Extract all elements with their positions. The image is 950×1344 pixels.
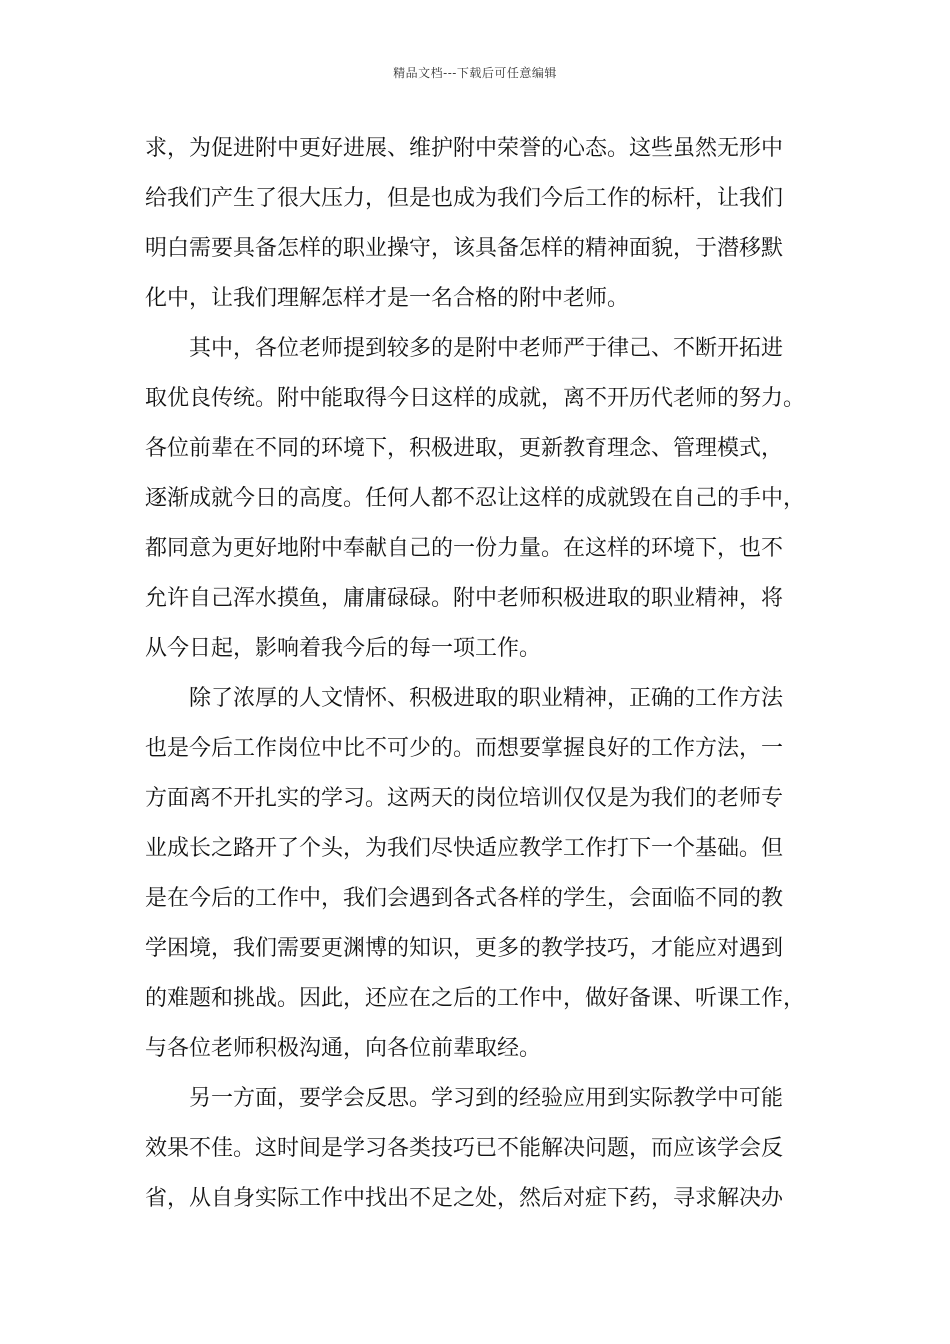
text-line: 允许自己浑水摸鱼，庸庸碌碌。附中老师积极进取的职业精神，将: [145, 586, 784, 611]
text-line: 也是今后工作岗位中比不可少的。而想要掌握良好的工作方法，一: [145, 736, 784, 761]
text-line: 的难题和挑战。因此，还应在之后的工作中，做好备课、听课工作，: [145, 986, 806, 1011]
text-line: 给我们产生了很大压力，但是也成为我们今后工作的标杆，让我们: [145, 186, 784, 211]
text-line: 各位前辈在不同的环境下，积极进取，更新教育理念、管理模式，: [145, 436, 784, 461]
text-line: 求，为促进附中更好进展、维护附中荣誉的心态。这些虽然无形中: [145, 136, 784, 161]
text-line: 效果不佳。这时间是学习各类技巧已不能解决问题，而应该学会反: [145, 1136, 784, 1161]
text-line: 另一方面，要学会反思。学习到的经验应用到实际教学中可能: [145, 1086, 784, 1111]
text-line: 其中，各位老师提到较多的是附中老师严于律己、不断开拓进: [145, 336, 784, 361]
page-header: 精品文档---下载后可任意编辑: [393, 66, 557, 80]
text-line: 省，从自身实际工作中找出不足之处，然后对症下药，寻求解决办: [145, 1186, 784, 1211]
text-line: 业成长之路开了个头，为我们尽快适应教学工作打下一个基础。但: [145, 836, 784, 861]
text-line: 取优良传统。附中能取得今日这样的成就，离不开历代老师的努力。: [145, 386, 806, 411]
body-text: [145, 124, 810, 1224]
text-line: 逐渐成就今日的高度。任何人都不忍让这样的成就毁在自己的手中，: [145, 486, 806, 511]
text-line: 方面离不开扎实的学习。这两天的岗位培训仅仅是为我们的老师专: [145, 786, 784, 811]
text-line: 学困境，我们需要更渊博的知识，更多的教学技巧，才能应对遇到: [145, 936, 784, 961]
text-line: 与各位老师积极沟通，向各位前辈取经。: [145, 1036, 542, 1061]
text-line: 化中，让我们理解怎样才是一名合格的附中老师。: [145, 286, 630, 311]
text-line: 从今日起，影响着我今后的每一项工作。: [145, 636, 542, 661]
text-line: 都同意为更好地附中奉献自己的一份力量。在这样的环境下，也不: [145, 536, 784, 561]
text-line: 除了浓厚的人文情怀、积极进取的职业精神，正确的工作方法: [145, 686, 784, 711]
text-line: 明白需要具备怎样的职业操守，该具备怎样的精神面貌，于潜移默: [145, 236, 784, 261]
text-line: 是在今后的工作中，我们会遇到各式各样的学生，会面临不同的教: [145, 886, 784, 911]
